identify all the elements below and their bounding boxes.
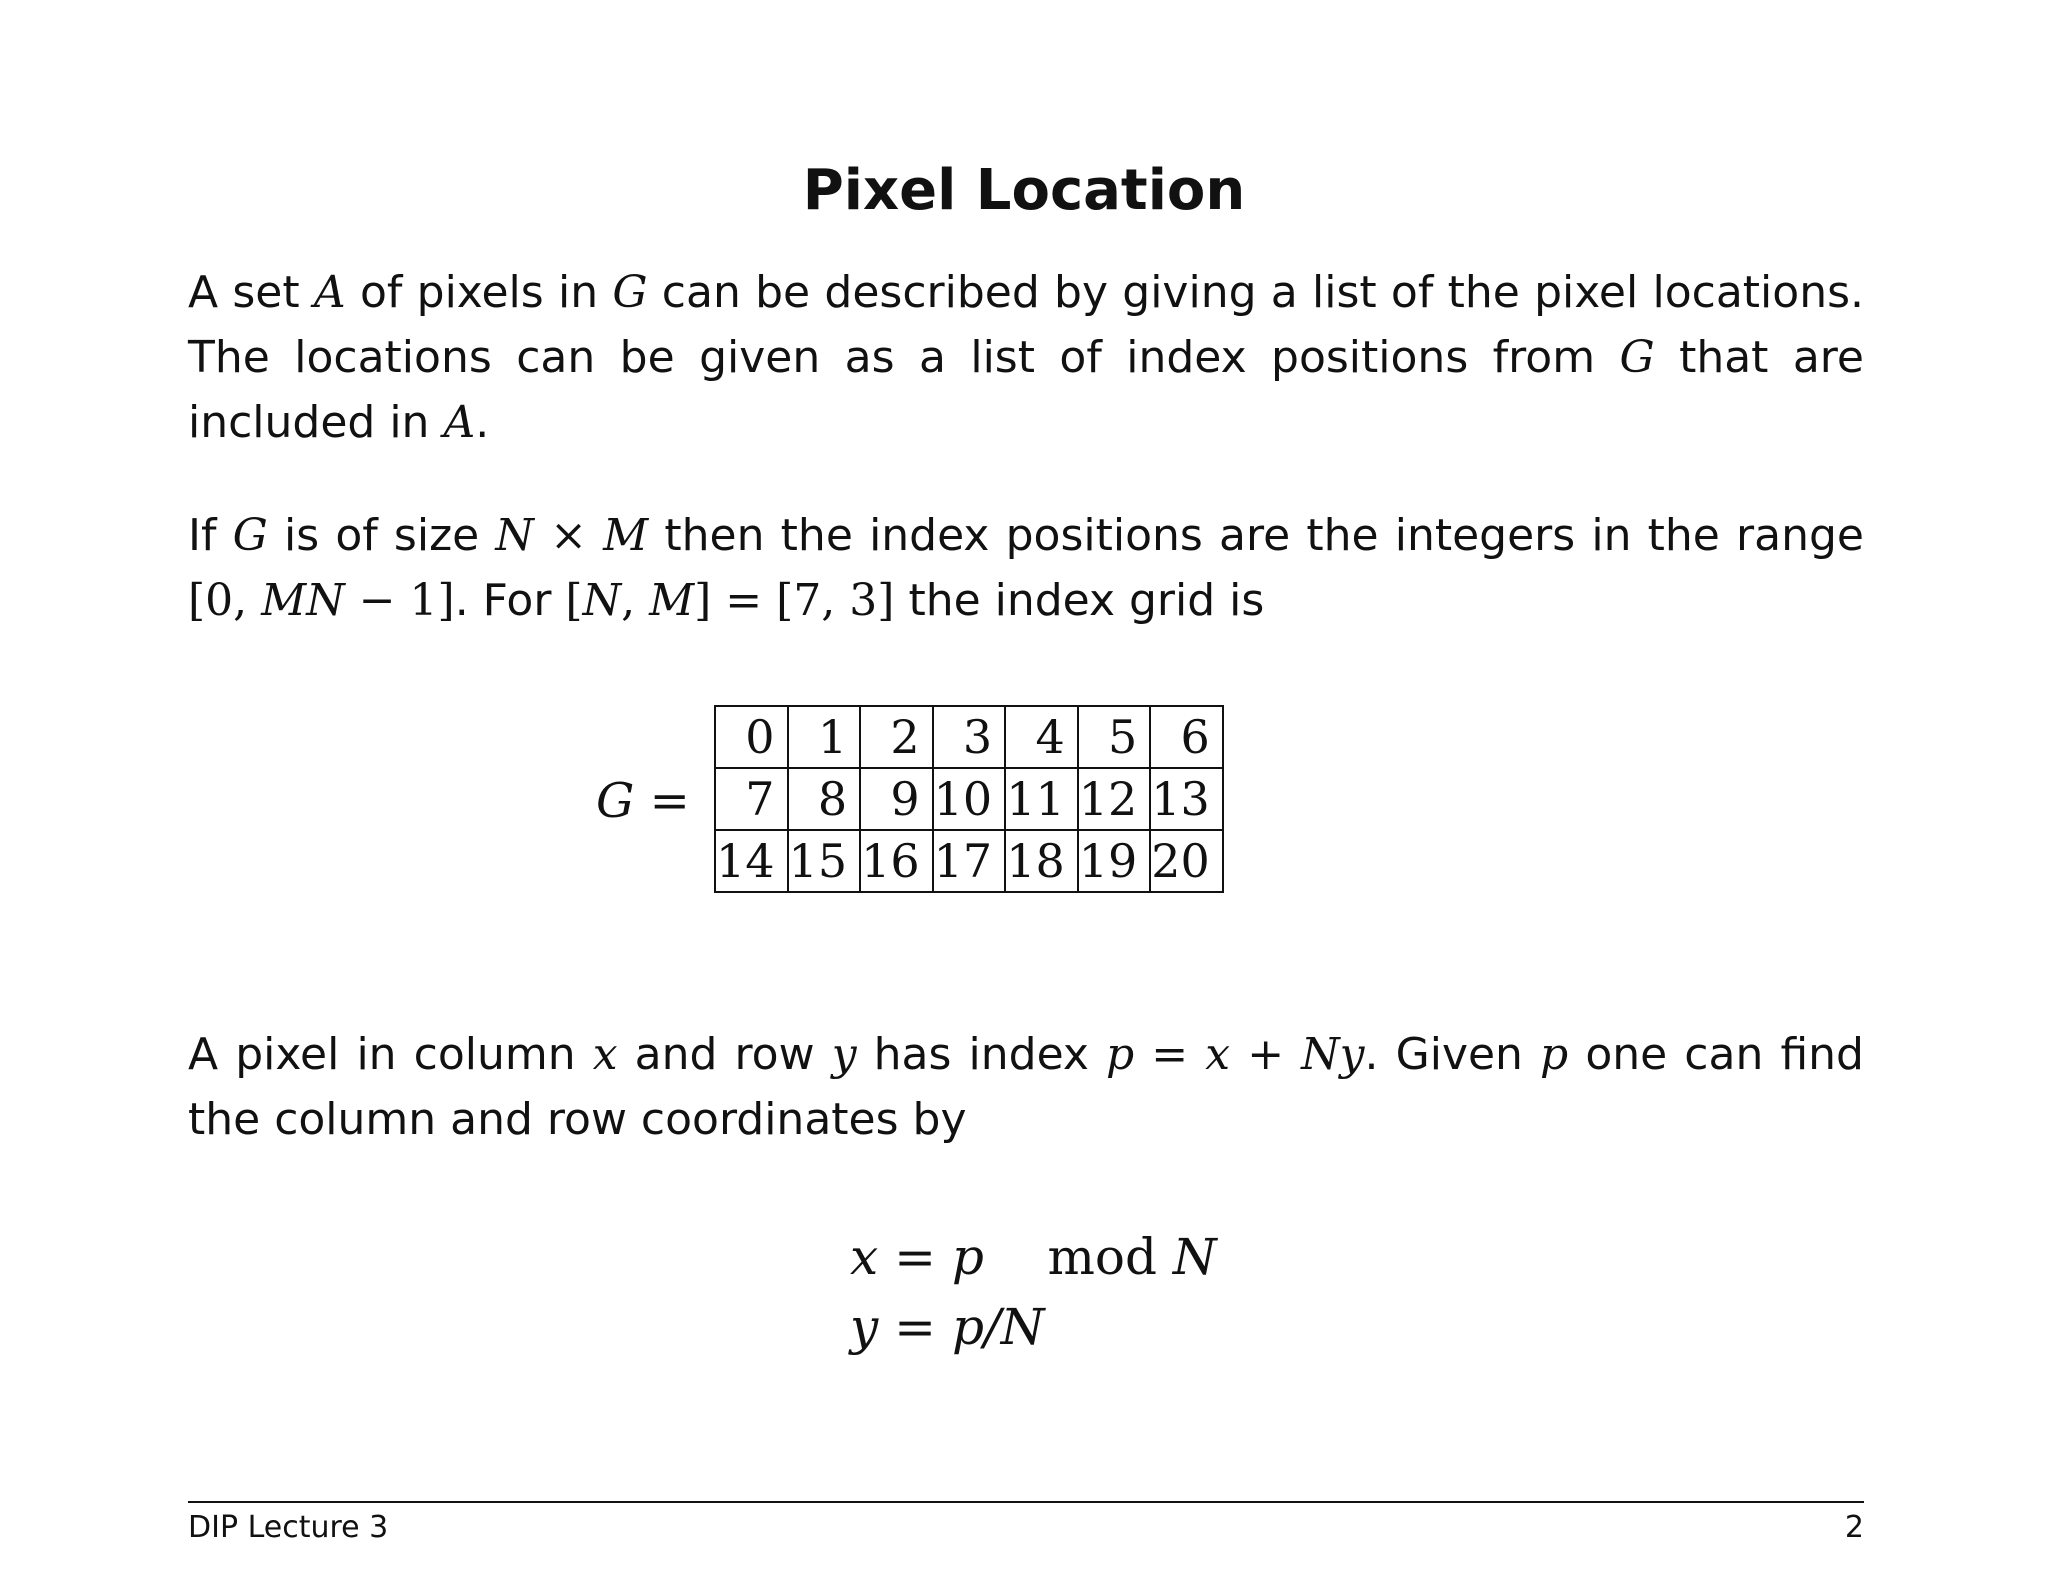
text: If xyxy=(188,510,233,561)
math-op: = xyxy=(634,773,690,829)
paragraph-set-description xyxy=(188,260,1864,455)
grid-row xyxy=(715,830,1223,892)
math-var: p xyxy=(1106,1029,1135,1080)
grid-cell: 7 xyxy=(715,768,788,830)
math-var: x xyxy=(1205,1029,1231,1080)
grid-cell: 6 xyxy=(1150,706,1223,768)
math-expr: p/N xyxy=(951,1298,1045,1356)
grid-cell: 17 xyxy=(933,830,1006,892)
footer-rule xyxy=(188,1501,1864,1503)
grid-cell: 5 xyxy=(1078,706,1151,768)
grid-cell: 12 xyxy=(1078,768,1151,830)
math-op: × xyxy=(533,510,604,561)
page-number: 2 xyxy=(1844,1510,1864,1545)
text: . xyxy=(475,397,490,448)
text: . For xyxy=(454,575,566,626)
math-op: mod xyxy=(983,1228,1173,1286)
text: one can find the column and row coordinates by xyxy=(188,1029,1864,1145)
text: then the index positions are the integers in the range xyxy=(648,510,1864,561)
grid-cell: 11 xyxy=(1005,768,1078,830)
text: the index grid is xyxy=(894,575,1265,626)
math-op: = xyxy=(1134,1029,1206,1080)
grid-cell: 14 xyxy=(715,830,788,892)
text: and row xyxy=(617,1029,832,1080)
math-expr: [ xyxy=(565,575,583,626)
index-grid-body xyxy=(715,706,1223,892)
math-expr: − 1] xyxy=(344,575,455,626)
math-var: Ny xyxy=(1301,1029,1365,1080)
text: that are included in xyxy=(188,332,1864,448)
math-var: N xyxy=(1172,1228,1217,1286)
math-var: y xyxy=(850,1298,879,1356)
grid-cell: 19 xyxy=(1078,830,1151,892)
formula-y xyxy=(850,1292,1217,1362)
grid-row xyxy=(715,768,1223,830)
math-var: N xyxy=(495,510,534,561)
text: A pixel in column xyxy=(188,1029,593,1080)
text: can be described by giving a list of the pixel locations. The locations can be given as a list of index positions from xyxy=(188,267,1864,383)
math-var: p xyxy=(1540,1029,1569,1080)
math-var: M xyxy=(603,510,649,561)
math-op: = xyxy=(878,1228,952,1286)
math-var: G xyxy=(232,510,268,561)
grid-cell: 8 xyxy=(788,768,861,830)
math-var: p xyxy=(951,1228,984,1286)
footer-lecture-label: DIP Lecture 3 xyxy=(188,1510,389,1545)
math-var: M xyxy=(649,575,695,626)
grid-cell: 2 xyxy=(860,706,933,768)
math-expr: ] = [7, 3] xyxy=(694,575,895,626)
text: has index xyxy=(856,1029,1107,1080)
math-var: y xyxy=(831,1029,857,1080)
text: . Given xyxy=(1364,1029,1541,1080)
text: is of size xyxy=(267,510,496,561)
grid-label xyxy=(596,773,690,829)
grid-cell: 15 xyxy=(788,830,861,892)
math-expr: [0, xyxy=(188,575,262,626)
math-op: = xyxy=(878,1298,952,1356)
math-var: G xyxy=(612,267,648,318)
math-var: G xyxy=(596,773,635,829)
formula-x xyxy=(850,1222,1217,1292)
grid-cell: 16 xyxy=(860,830,933,892)
math-var: x xyxy=(592,1029,618,1080)
grid-cell: 10 xyxy=(933,768,1006,830)
grid-cell: 13 xyxy=(1150,768,1223,830)
math-var: N xyxy=(582,575,622,626)
paragraph-pixel-index xyxy=(188,1022,1864,1152)
math-var: x xyxy=(850,1228,879,1286)
grid-cell: 9 xyxy=(860,768,933,830)
grid-row xyxy=(715,706,1223,768)
grid-cell: 4 xyxy=(1005,706,1078,768)
slide-title: Pixel Location xyxy=(802,158,1246,223)
math-op: + xyxy=(1230,1029,1302,1080)
text: A set xyxy=(188,267,314,318)
math-expr: , xyxy=(621,575,650,626)
grid-cell: 1 xyxy=(788,706,861,768)
grid-cell: 0 xyxy=(715,706,788,768)
index-grid-table xyxy=(714,705,1224,893)
paragraph-index-range xyxy=(188,503,1864,633)
grid-cell: 3 xyxy=(933,706,1006,768)
grid-cell: 18 xyxy=(1005,830,1078,892)
text: of pixels in xyxy=(345,267,613,318)
math-var: A xyxy=(313,267,346,318)
coordinate-formulas xyxy=(850,1222,1217,1362)
math-var: A xyxy=(443,397,476,448)
grid-cell: 20 xyxy=(1150,830,1223,892)
math-var: G xyxy=(1619,332,1655,383)
math-var: MN xyxy=(261,575,345,626)
